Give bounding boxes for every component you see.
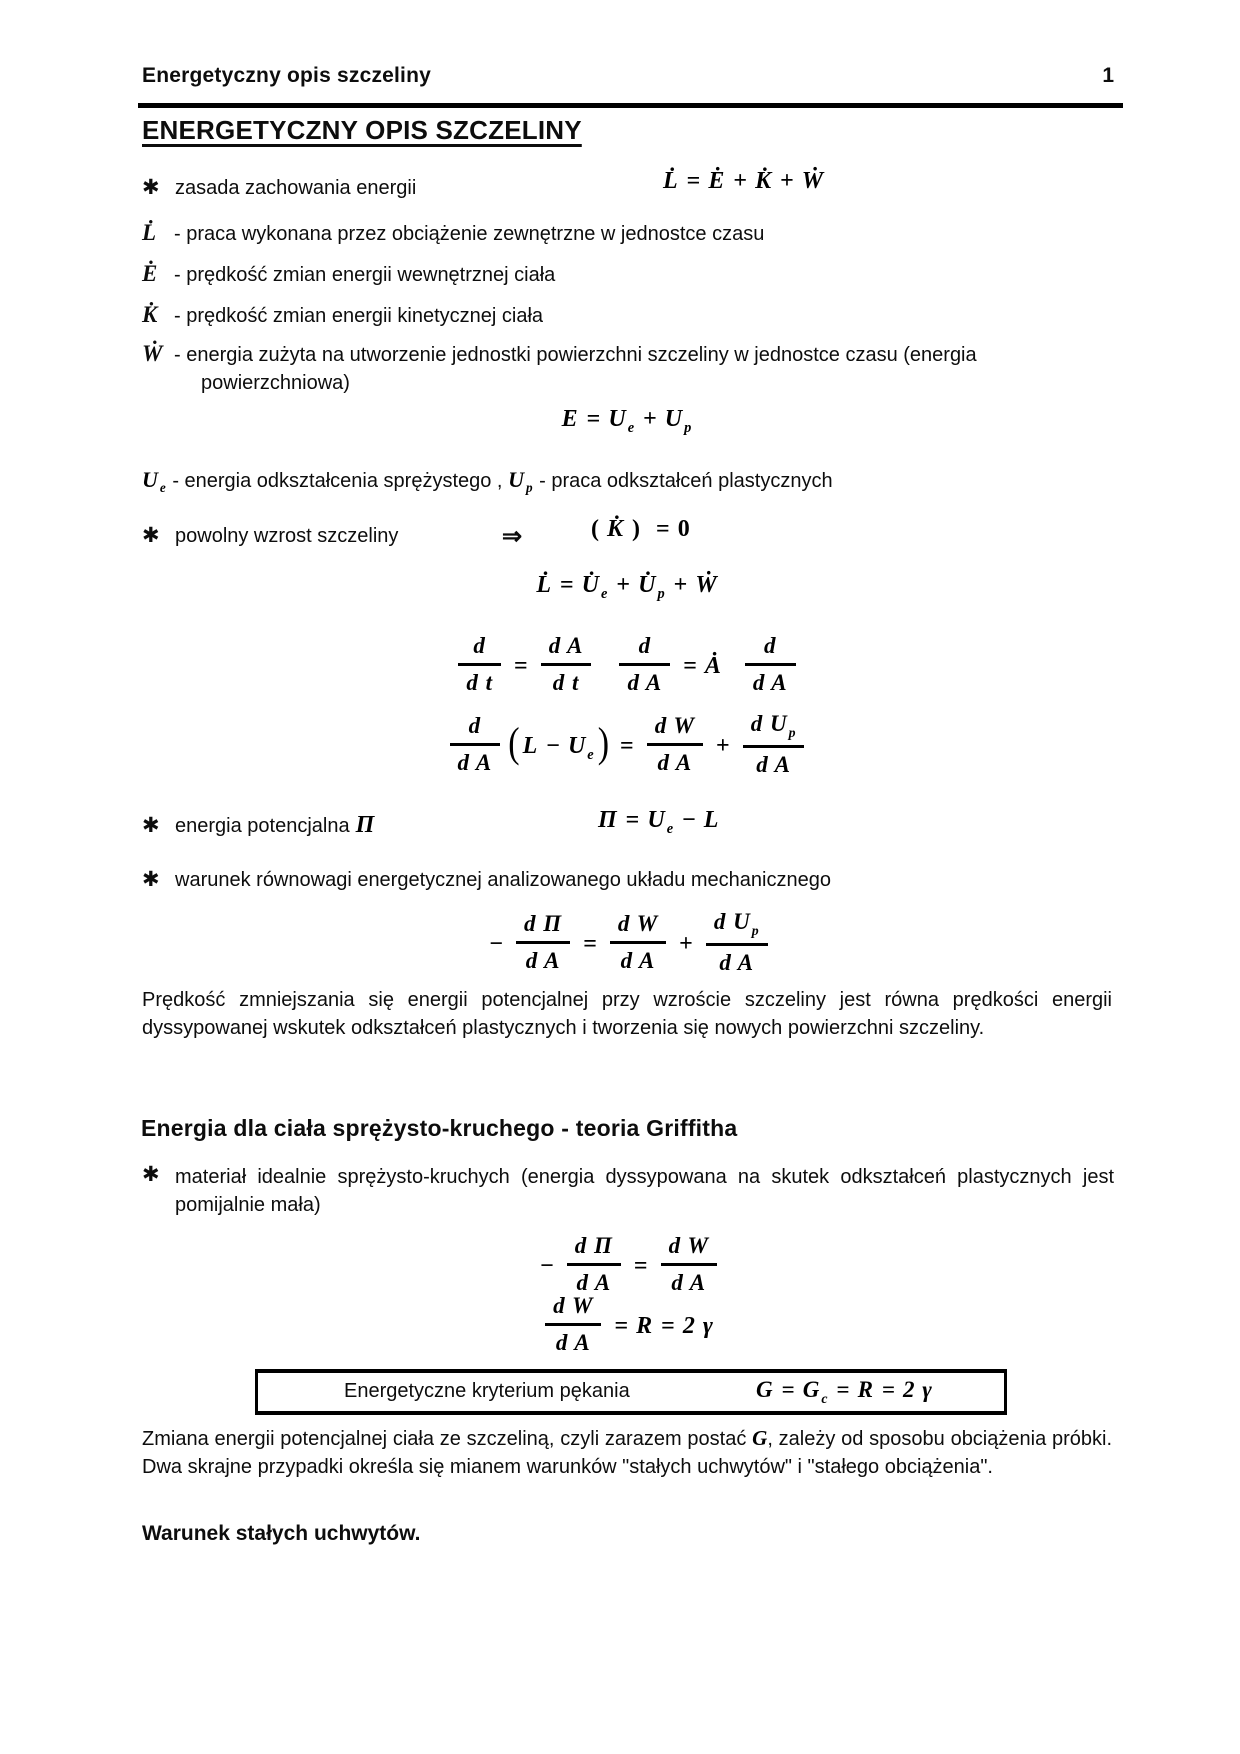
closing-heading: Warunek stałych uchwytów. bbox=[142, 1522, 421, 1545]
pi-symbol: Π bbox=[355, 812, 375, 838]
symbol-W-dot: Ẇ bbox=[142, 341, 163, 366]
formula-chain-rule: $\frac{d}{\text{d t}}$ = $\frac{\text{d A}}{\text{d t}}$ $\frac{d}{\text{d A}}$ = Ȧ $\frac{d}{\text{d A}}$ bbox=[453, 636, 800, 699]
definition-text: - prędkość zmian energii kinetycznej ciała bbox=[174, 305, 544, 327]
formula-criterion: $G = G_c = R = 2$ γ bbox=[756, 1377, 933, 1406]
formula-block-work-balance bbox=[142, 711, 1112, 781]
symbol-K-dot: K̇ bbox=[142, 302, 158, 327]
symbol-E-dot: Ė bbox=[142, 261, 158, 286]
formula-block-e-parts bbox=[142, 406, 1112, 437]
section-heading-griffith: Energia dla ciała sprężysto-kruchego - teoria Griffitha bbox=[141, 1115, 738, 1141]
formula-e-parts: $E = U_e + U_p$ bbox=[561, 406, 693, 436]
formula-block-equilibrium bbox=[142, 909, 1112, 979]
bullet-star-icon: ✱ bbox=[142, 524, 160, 547]
page-header bbox=[142, 64, 1114, 94]
definition-K bbox=[142, 302, 1117, 330]
bullet-slow-crack-growth bbox=[142, 516, 1114, 550]
symbol-L-dot: L̇ bbox=[142, 220, 157, 245]
bullet-star-icon: ✱ bbox=[142, 176, 160, 199]
paragraph-potential-energy-rate: Prędkość zmniejszania się energii potencjalnej przy wzroście szczeliny jest równa prędkości energii dyssypowanej wskutek odkształceń plastycznych i tworzenia się nowych powierzchni szczeliny. bbox=[142, 989, 1112, 1039]
header-title: Energetyczny opis szczeliny bbox=[142, 64, 432, 87]
bullet-label: zasada zachowania energii bbox=[175, 177, 417, 199]
criterion-label: Energetyczne kryterium pękania bbox=[344, 1380, 630, 1402]
symbol-Up: $U_p$ bbox=[508, 467, 534, 496]
document-title: ENERGETYCZNY OPIS SZCZELINY bbox=[142, 115, 582, 145]
formula-griffith: − $\frac{\text{d Π}}{\text{d A}}$ = $\frac{\text{d W}}{\text{d A}}$ bbox=[532, 1236, 722, 1299]
ue-up-definitions bbox=[142, 466, 1114, 501]
page-number: 1 bbox=[1102, 64, 1114, 87]
bullet-star-icon: ✱ bbox=[142, 1163, 160, 1186]
paragraph-text: Zmiana energii potencjalnej ciała ze szczeliną, czyli zarazem postać bbox=[142, 1428, 753, 1450]
definition-text: - prędkość zmian energii wewnętrznej ciała bbox=[174, 264, 556, 286]
bullet-energy-equilibrium bbox=[142, 868, 1114, 892]
bullet-energy-conservation bbox=[142, 168, 1114, 200]
formula-k-zero: ( K̇ ) = 0 bbox=[591, 516, 690, 542]
G-symbol: G bbox=[752, 1426, 768, 1450]
formula-resistance: $\frac{\text{d W}}{\text{d A}}$ = R = 2 γ bbox=[540, 1296, 714, 1359]
formula-l-rate: L̇ = $U̇_e$ + $U̇_p$ + Ẇ bbox=[536, 572, 718, 602]
bullet-label: energia potencjalna bbox=[175, 815, 350, 837]
paragraph-load-conditions bbox=[142, 1424, 1112, 1481]
definition-W bbox=[142, 341, 1117, 397]
header-rule bbox=[138, 103, 1123, 108]
implies-arrow: ⇒ bbox=[502, 523, 523, 550]
energy-criterion-box bbox=[255, 1369, 1007, 1415]
formula-block-resistance bbox=[142, 1293, 1112, 1359]
definition-text: - praca wykonana przez obciążenie zewnętrzne w jednostce czasu bbox=[174, 223, 765, 245]
ue-definition-text: - energia odkształcenia sprężystego , bbox=[172, 470, 503, 492]
bullet-label: powolny wzrost szczeliny bbox=[175, 525, 399, 547]
bullet-potential-energy bbox=[142, 807, 1114, 839]
bullet-star-icon: ✱ bbox=[142, 814, 160, 837]
up-definition-text: - praca odkształceń plastycznych bbox=[539, 470, 833, 492]
bullet-star-icon: ✱ bbox=[142, 868, 160, 891]
bullet-label: warunek równowagi energetycznej analizowanego układu mechanicznego bbox=[175, 869, 831, 891]
bullet-label: materiał idealnie sprężysto-kruchych (energia dyssypowana na skutek odkształceń plastycznych jest pomijalnie mała) bbox=[175, 1166, 1114, 1216]
bullet-ideal-brittle bbox=[142, 1163, 1114, 1219]
formula-equilibrium: − $\frac{\text{d Π}}{\text{d A}}$ = $\frac{\text{d W}}{\text{d A}}$ + $\frac{d U_p}{\text{d A}}$ bbox=[481, 912, 772, 979]
definition-E bbox=[142, 261, 1117, 289]
symbol-Ue: $U_e$ bbox=[142, 467, 167, 496]
paragraph-text: , zależy od sposobu obciążenia próbki. Dwa skrajne przypadki określa się mianem warunków "stałych uchwytów" i "stałego obciążenia". bbox=[142, 1428, 1113, 1478]
definition-text: - energia zużyta na utworzenie jednostki powierzchni szczeliny w jednostce czasu (energia powierzchniowa) bbox=[174, 344, 977, 394]
formula-block-griffith bbox=[142, 1233, 1112, 1299]
formula-block-l-rate bbox=[142, 572, 1112, 603]
formula-potential: $\Pi = U_e - L$ bbox=[598, 807, 720, 837]
definition-L bbox=[142, 220, 1117, 248]
formula-block-chain-rule bbox=[142, 633, 1112, 699]
formula-energy-rate: L̇ = Ė + K̇ + Ẇ bbox=[663, 168, 825, 194]
formula-work-balance: $\frac{d}{\text{d A}}$ ( $L - U_e$) = $\frac{\text{d W}}{\text{d A}}$ + $\frac{d U_p}{\text{d A}}$ bbox=[445, 714, 810, 781]
